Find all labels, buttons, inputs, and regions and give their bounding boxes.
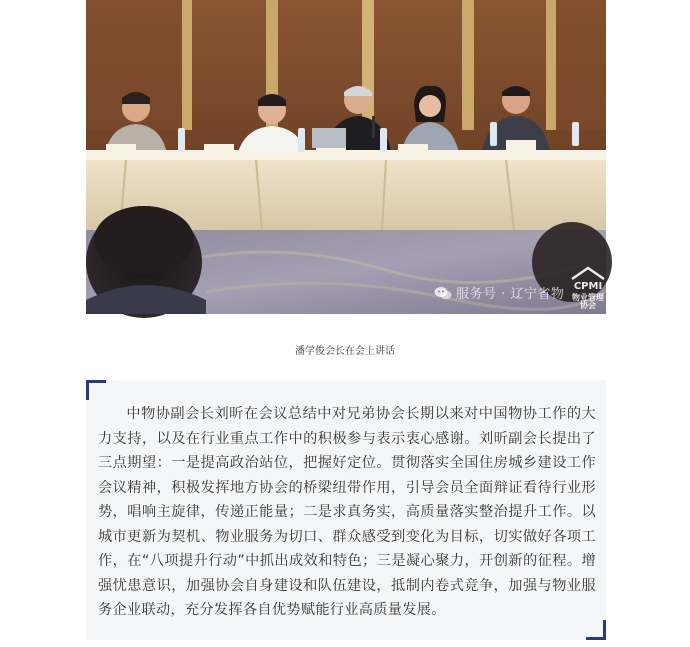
wechat-icon (434, 286, 452, 300)
meeting-photo-illustration (86, 0, 606, 314)
watermark-text: 服务号 · 辽宁省物 (456, 287, 565, 302)
lpmac-emblem-icon (636, 266, 676, 306)
photo-caption: 潘学俊会长在会上讲话 (295, 346, 395, 357)
cpmi-logo-subtext: 物业管理协会 (572, 293, 604, 310)
corner-bracket-top-left (86, 380, 106, 400)
watermark (434, 283, 564, 302)
cpmi-logo-text: CPMI (573, 281, 603, 292)
quote-text: 中物协副会长刘昕在会议总结中对兄弟协会长期以来对中国物协工作的大力支持，以及在行业重点工作中的积极参与表示衷心感谢。刘昕副会长提出了三点期望：一是提高政治站位，把握好定位。贯彻落实全国住房城乡建设工作会议精神，积极发挥地方协会的桥梁纽带作用，引导会员全面辩证看待行业形势，唱响主旋律，传递正能量；二是求真务实，高质量落实整治提升工作。以城市更新为契机、物业服务为切口、群众感受到变化为目标，切实做好各项工作，在“八项提升行动”中抓出成效和特色；三是凝心聚力，开创新的征程。增强忧患意识，加强协会自身建设和队伍建设，抵制内卷式竞争，加强与物业服务企业联动，充分发挥各自优势赋能行业高质量发展。 (98, 406, 596, 618)
meeting-photo (86, 0, 663, 314)
lpmac-logo (636, 266, 676, 306)
cpmi-logo (570, 266, 606, 310)
corner-bracket-bottom-right (586, 620, 606, 640)
roof-icon (570, 266, 606, 280)
quote-box (86, 380, 606, 640)
lpmac-logo-text: LPMAC (642, 292, 663, 299)
